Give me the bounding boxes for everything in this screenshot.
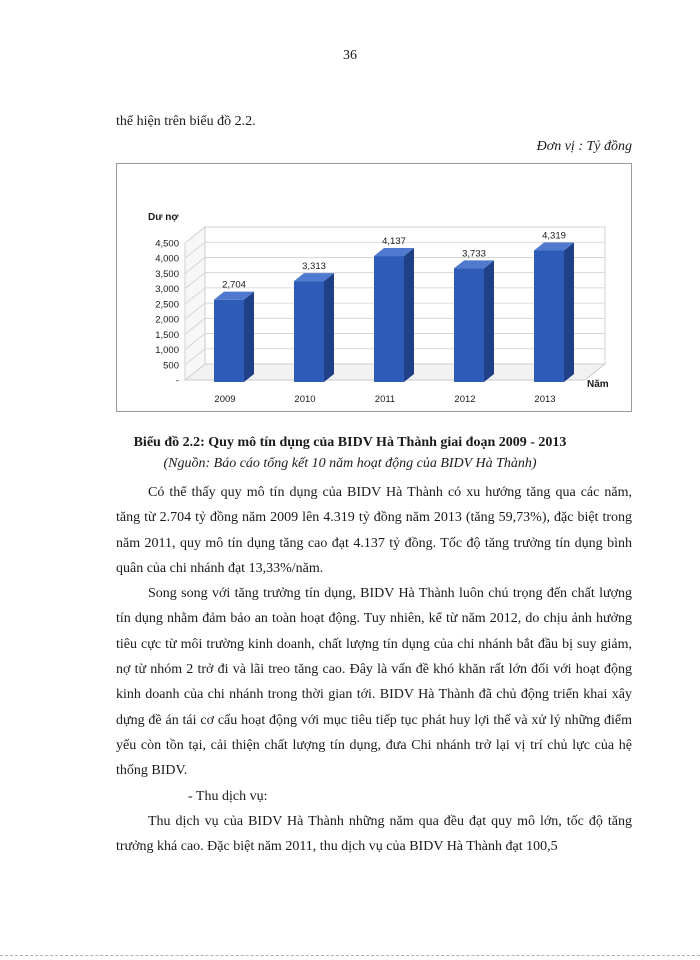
unit-note: Đơn vị : Tỷ đồng <box>536 139 632 154</box>
bar-side <box>324 273 334 382</box>
x-tick-label: 2011 <box>374 394 396 405</box>
chart-caption: Biểu đồ 2.2: Quy mô tín dụng của BIDV Hà Thành giai đoạn 2009 - 2013 <box>133 435 567 450</box>
y-tick-label: 2,000 <box>155 314 179 326</box>
bar <box>214 300 244 382</box>
y-tick-label: - <box>175 375 179 387</box>
y-tick-label: 3,500 <box>155 268 179 280</box>
bar <box>294 281 324 382</box>
bar-side <box>484 260 494 382</box>
x-tick-label: 2013 <box>534 394 556 405</box>
bar <box>534 251 564 382</box>
bar-value-label: 4,319 <box>542 230 566 242</box>
y-tick-label: 1,000 <box>155 345 179 357</box>
x-tick-label: 2009 <box>214 394 236 405</box>
bullet-service-revenue: - Thu dịch vụ: <box>188 788 268 804</box>
y-tick-label: 4,000 <box>155 253 179 265</box>
bar-value-label: 3,733 <box>462 248 486 260</box>
x-tick-label: 2012 <box>454 394 476 405</box>
page-number: 36 <box>343 48 357 63</box>
y-tick-label: 4,500 <box>155 238 179 250</box>
bar-side <box>244 292 254 382</box>
bar-value-label: 2,704 <box>222 279 246 291</box>
bar <box>374 256 404 382</box>
body-text <box>116 480 632 859</box>
y-axis-label: Dư nợ <box>148 212 179 223</box>
bar <box>454 268 484 382</box>
x-tick-label: 2010 <box>294 394 316 405</box>
paragraph-service-revenue: Thu dịch vụ của BIDV Hà Thành những năm qua đều đạt quy mô lớn, tốc độ tăng trưởng khá cao. Đặc biệt năm 2011, thu dịch vụ của BIDV Hà Thành đạt 100,5 <box>116 813 632 855</box>
y-tick-label: 1,500 <box>155 329 179 341</box>
paragraph-credit-growth: Có thể thấy quy mô tín dụng của BIDV Hà Thành có xu hướng tăng qua các năm, tăng từ 2.704 tỷ đồng năm 2009 lên 4.319 tỷ đồng năm 2013 (tăng 59,73%), đặc biệt trong năm 2011, quy mô tín dụng tăng cao đạt 4.137 tỷ đồng. Tốc độ tăng trưởng tín dụng bình quân của chi nhánh đạt 13,33%/năm. <box>116 485 632 576</box>
bar-value-label: 3,313 <box>302 261 326 273</box>
x-axis-label: Năm <box>587 379 609 390</box>
y-tick-label: 3,000 <box>155 284 179 296</box>
bar-side <box>564 243 574 382</box>
y-tick-label: 500 <box>163 360 179 372</box>
chart-source: (Nguồn: Báo cáo tổng kết 10 năm hoạt động của BIDV Hà Thành) <box>163 456 537 471</box>
bar-side <box>404 248 414 382</box>
y-tick-label: 2,500 <box>155 299 179 311</box>
bar-value-label: 4,137 <box>382 236 406 248</box>
page-bottom-divider <box>0 955 700 956</box>
paragraph-credit-quality: Song song với tăng trưởng tín dụng, BIDV Hà Thành luôn chú trọng đến chất lượng tín dụng nhằm đảm bảo an toàn hoạt động. Tuy nhiên, kể từ năm 2012, do chịu ảnh hưởng tiêu cực từ môi trường kinh doanh, chất lượng tín dụng của chi nhánh bắt đầu bị suy giảm, nợ từ nhóm 2 trở đi và lãi treo tăng cao. Đây là vấn đề khó khăn rất lớn đối với hoạt động kinh doanh của chi nhánh trong thời gian tới. BIDV Hà Thành đã chủ động triển khai xây dựng đề án tái cơ cấu hoạt động với mục tiêu tiếp tục phát huy lợi thế và xử lý những điểm yếu còn tồn tại, cải thiện chất lượng tín dụng, đưa Chi nhánh trở lại vị trí chủ lực của hệ thống BIDV. <box>116 586 632 779</box>
credit-bar-chart <box>117 164 631 411</box>
chart-frame <box>116 163 632 412</box>
intro-line: thể hiện trên biểu đồ 2.2. <box>116 114 256 129</box>
